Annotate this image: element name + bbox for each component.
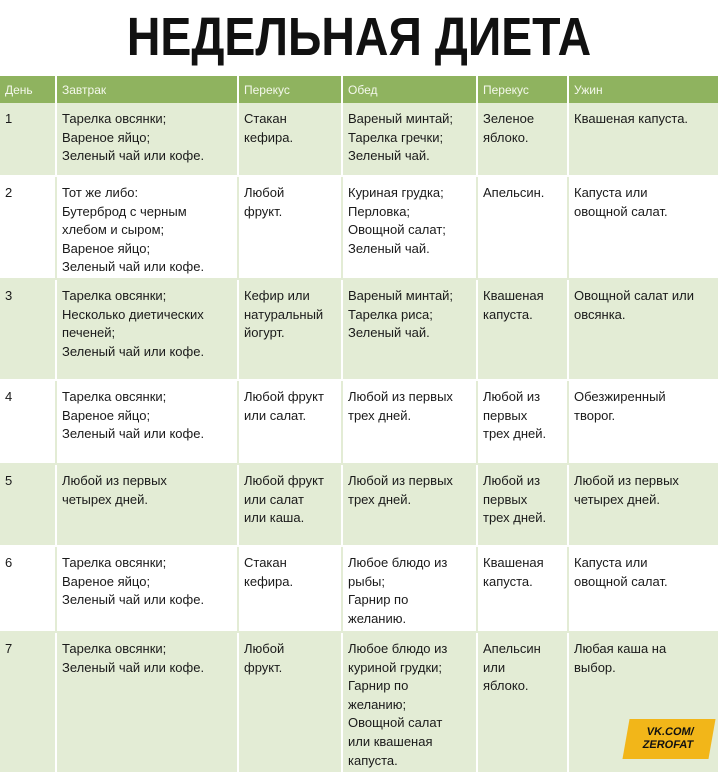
table-header-row	[0, 76, 718, 103]
cell-snack-1: Любой фрукт.	[238, 176, 342, 279]
header-dinner: Ужин	[568, 76, 718, 103]
cell-breakfast: Тарелка овсянки; Вареное яйцо; Зеленый чай или кофе.	[56, 380, 238, 464]
cell-snack-1: Любой фрукт.	[238, 632, 342, 773]
cell-lunch: Вареный минтай; Тарелка риса; Зеленый чай.	[342, 279, 477, 380]
table-row	[0, 380, 718, 464]
cell-snack-1: Любой фрукт или салат или каша.	[238, 464, 342, 546]
table-row	[0, 279, 718, 380]
header-snack-2: Перекус	[477, 76, 568, 103]
cell-lunch: Любое блюдо из рыбы; Гарнир по желанию.	[342, 546, 477, 632]
page-title: НЕДЕЛЬНАЯ ДИЕТА	[126, 7, 592, 67]
table-row	[0, 632, 718, 773]
cell-dinner: Обезжиренный творог.	[568, 380, 718, 464]
cell-snack-1: Любой фрукт или салат.	[238, 380, 342, 464]
cell-breakfast: Тарелка овсянки; Вареное яйцо; Зеленый чай или кофе.	[56, 546, 238, 632]
cell-dinner: Капуста или овощной салат.	[568, 546, 718, 632]
watermark-line-1: VK.COM/	[645, 726, 695, 738]
cell-day: 2	[0, 176, 56, 279]
cell-snack-1: Стакан кефира.	[238, 546, 342, 632]
watermark-logo	[622, 719, 715, 759]
cell-day: 6	[0, 546, 56, 632]
cell-snack-2: Зеленое яблоко.	[477, 103, 568, 176]
header-day: День	[0, 76, 56, 103]
diet-table	[0, 76, 718, 774]
cell-day: 7	[0, 632, 56, 773]
cell-breakfast: Тарелка овсянки; Вареное яйцо; Зеленый чай или кофе.	[56, 103, 238, 176]
cell-breakfast: Тарелка овсянки; Несколько диетических печеней; Зеленый чай или кофе.	[56, 279, 238, 380]
table-row	[0, 103, 718, 176]
cell-snack-1: Кефир или натуральный йогурт.	[238, 279, 342, 380]
cell-snack-2: Любой из первых трех дней.	[477, 380, 568, 464]
cell-dinner: Любая каша на выбор.	[568, 632, 718, 773]
cell-breakfast: Любой из первых четырех дней.	[56, 464, 238, 546]
cell-snack-2: Любой из первых трех дней.	[477, 464, 568, 546]
cell-day: 1	[0, 103, 56, 176]
cell-lunch: Вареный минтай; Тарелка гречки; Зеленый чай.	[342, 103, 477, 176]
cell-snack-1: Стакан кефира.	[238, 103, 342, 176]
table-row	[0, 546, 718, 632]
cell-lunch: Куриная грудка; Перловка; Овощной салат; Зеленый чай.	[342, 176, 477, 279]
cell-snack-2: Квашеная капуста.	[477, 546, 568, 632]
cell-day: 4	[0, 380, 56, 464]
cell-lunch: Любой из первых трех дней.	[342, 380, 477, 464]
cell-dinner: Капуста или овощной салат.	[568, 176, 718, 279]
cell-breakfast: Тот же либо: Бутерброд с черным хлебом и сыром; Вареное яйцо; Зеленый чай или кофе.	[56, 176, 238, 279]
cell-lunch: Любой из первых трех дней.	[342, 464, 477, 546]
cell-snack-2: Апельсин или яблоко.	[477, 632, 568, 773]
cell-breakfast: Тарелка овсянки; Зеленый чай или кофе.	[56, 632, 238, 773]
header-breakfast: Завтрак	[56, 76, 238, 103]
cell-dinner: Овощной салат или овсянка.	[568, 279, 718, 380]
cell-dinner: Любой из первых четырех дней.	[568, 464, 718, 546]
cell-dinner: Квашеная капуста.	[568, 103, 718, 176]
cell-day: 5	[0, 464, 56, 546]
table-row	[0, 176, 718, 279]
header-snack-1: Перекус	[238, 76, 342, 103]
cell-day: 3	[0, 279, 56, 380]
cell-snack-2: Апельсин.	[477, 176, 568, 279]
watermark-line-2: ZEROFAT	[641, 739, 695, 751]
header-lunch: Обед	[342, 76, 477, 103]
cell-snack-2: Квашеная капуста.	[477, 279, 568, 380]
cell-lunch: Любое блюдо из куриной грудки; Гарнир по желанию; Овощной салат или квашеная капуста.	[342, 632, 477, 773]
table-row	[0, 464, 718, 546]
